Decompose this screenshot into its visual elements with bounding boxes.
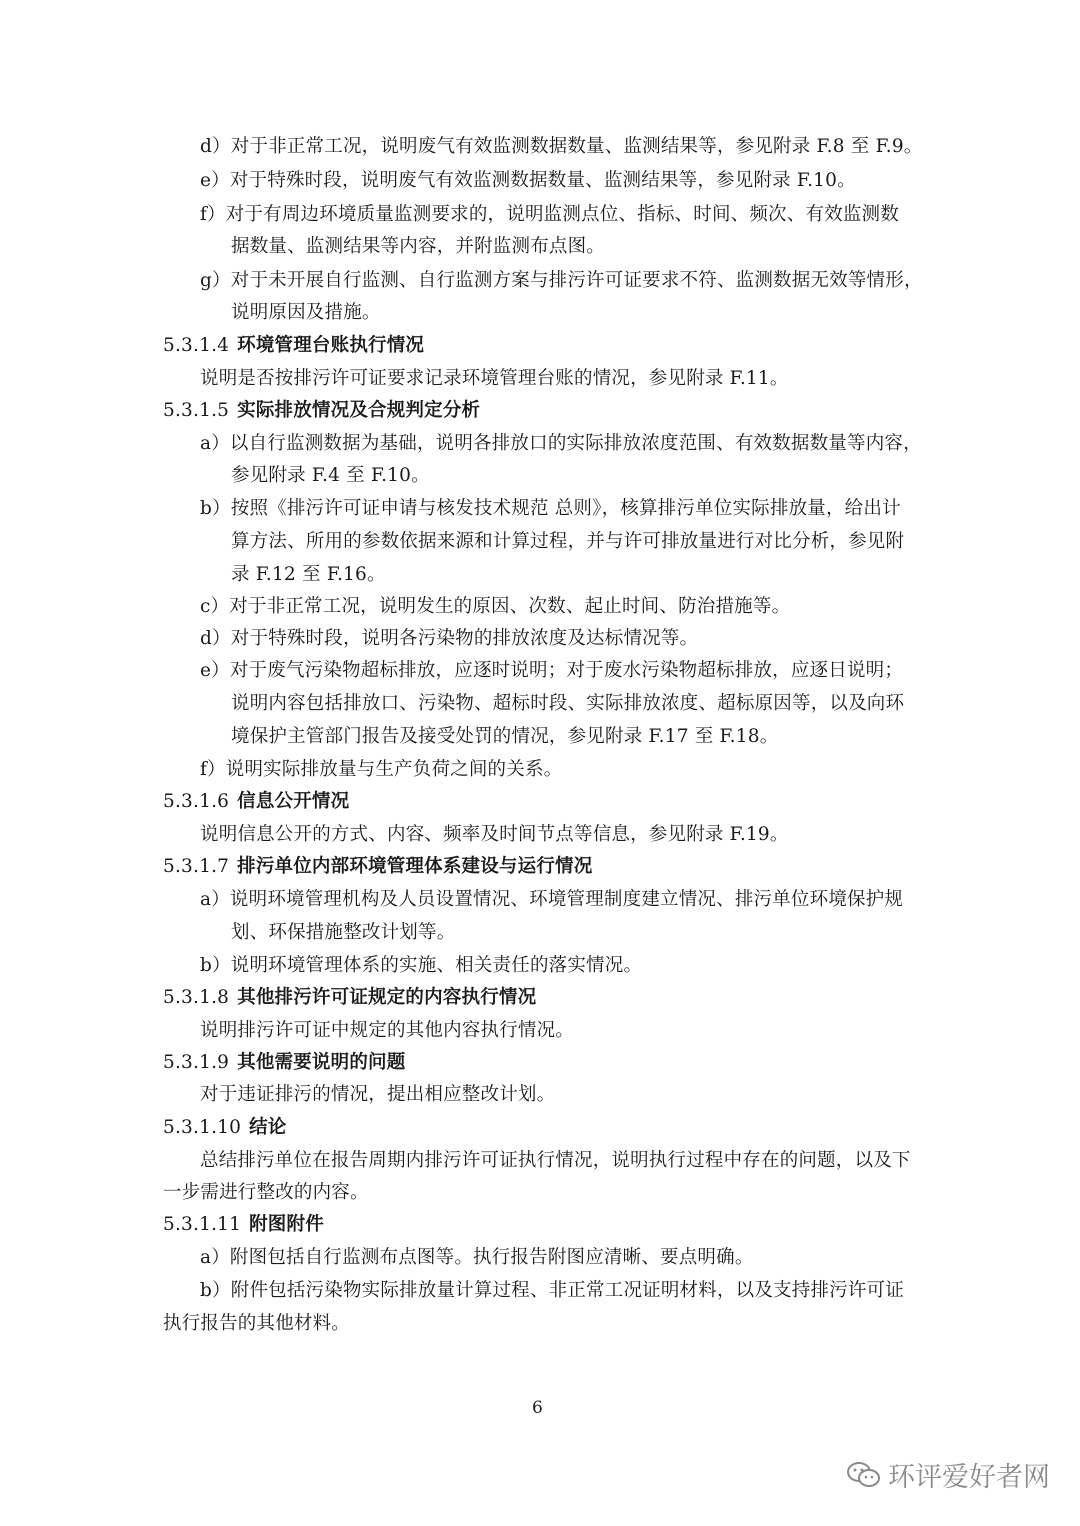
text-line: a）附图包括自行监测布点图等。执行报告附图应清晰、要点明确。	[200, 1247, 754, 1268]
text-line: 境保护主管部门报告及接受处罚的情况，参见附录 F.17 至 F.18。	[231, 726, 779, 747]
watermark	[846, 1455, 1050, 1494]
text-line: b）附件包括污染物实际排放量计算过程、非正常工况证明材料，以及支持排污许可证	[200, 1280, 904, 1301]
section-title: 其他排污许可证规定的内容执行情况	[237, 987, 537, 1008]
text-line: 对于违证排污的情况，提出相应整改计划。	[200, 1084, 556, 1105]
text-line: d）对于特殊时段，说明各污染物的排放浓度及达标情况等。	[200, 628, 699, 649]
text-line: a）说明环境管理机构及人员设置情况、环境管理制度建立情况、排污单位环境保护规	[200, 889, 904, 910]
text-line: 参见附录 F.4 至 F.10。	[231, 465, 430, 486]
text-line: 说明原因及措施。	[231, 302, 381, 323]
text-line: 说明是否按排污许可证要求记录环境管理台账的情况，参见附录 F.11。	[200, 368, 789, 389]
section-title: 附图附件	[249, 1214, 324, 1235]
section-title: 实际排放情况及合规判定分析	[237, 400, 481, 421]
text-line: 录 F.12 至 F.16。	[231, 564, 386, 585]
text-line: d）对于非正常工况，说明废气有效监测数据数量、监测结果等，参见附录 F.8 至 F.9。	[200, 136, 923, 157]
section-title: 信息公开情况	[237, 791, 350, 812]
text-line: 一步需进行整改的内容。	[163, 1182, 369, 1203]
text-line: f）对于有周边环境质量监测要求的，说明监测点位、指标、时间、频次、有效监测数	[200, 204, 899, 225]
section-heading	[163, 986, 536, 1010]
text-line: e）对于特殊时段，说明废气有效监测数据数量、监测结果等，参见附录 F.10。	[200, 170, 856, 191]
text-line: 执行报告的其他材料。	[163, 1313, 351, 1334]
section-number: 5.3.1.7	[163, 856, 230, 877]
section-heading	[163, 1051, 405, 1075]
text-line: c）对于非正常工况，说明发生的原因、次数、起止时间、防治措施等。	[200, 596, 791, 617]
section-number: 5.3.1.10	[163, 1117, 242, 1138]
section-number: 5.3.1.9	[163, 1052, 230, 1073]
section-title: 环境管理台账执行情况	[237, 335, 425, 356]
section-number: 5.3.1.4	[163, 335, 230, 356]
text-line: 算方法、所用的参数依据来源和计算过程，并与许可排放量进行对比分析，参见附	[231, 531, 905, 552]
section-number: 5.3.1.11	[163, 1214, 242, 1235]
text-line: f）说明实际排放量与生产负荷之间的关系。	[200, 759, 563, 780]
section-number: 5.3.1.6	[163, 791, 230, 812]
text-line: 划、环保措施整改计划等。	[231, 922, 456, 943]
section-heading	[163, 790, 349, 814]
text-line: 说明内容包括排放口、污染物、超标时段、实际排放浓度、超标原因等，以及向环	[231, 693, 905, 714]
text-line: 说明信息公开的方式、内容、频率及时间节点等信息，参见附录 F.19。	[200, 824, 789, 845]
page-number: 6	[532, 1398, 543, 1418]
section-title: 排污单位内部环境管理体系建设与运行情况	[237, 856, 593, 877]
text-line: g）对于未开展自行监测、自行监测方案与排污许可证要求不符、监测数据无效等情形，	[200, 270, 923, 291]
section-heading	[163, 334, 424, 358]
section-heading	[163, 399, 480, 423]
section-heading	[163, 1213, 324, 1237]
text-line: 据数量、监测结果等内容，并附监测布点图。	[231, 236, 606, 257]
section-heading	[163, 855, 592, 879]
text-line: 总结排污单位在报告周期内排污许可证执行情况，说明执行过程中存在的问题，以及下	[200, 1150, 911, 1171]
wechat-icon	[846, 1460, 882, 1490]
text-line: e）对于废气污染物超标排放，应逐时说明；对于废水污染物超标排放，应逐日说明；	[200, 660, 904, 681]
section-heading	[163, 1116, 287, 1140]
section-number: 5.3.1.8	[163, 987, 230, 1008]
text-line: b）按照《排污许可证申请与核发技术规范 总则》，核算排污单位实际排放量，给出计	[200, 498, 901, 519]
section-number: 5.3.1.5	[163, 400, 230, 421]
text-line: b）说明环境管理体系的实施、相关责任的落实情况。	[200, 955, 643, 976]
text-line: 说明排污许可证中规定的其他内容执行情况。	[200, 1020, 575, 1041]
section-title: 其他需要说明的问题	[237, 1052, 406, 1073]
text-line: a）以自行监测数据为基础，说明各排放口的实际排放浓度范围、有效数据数量等内容，	[200, 433, 922, 454]
section-title: 结论	[249, 1117, 287, 1138]
watermark-text: 环评爱好者网	[888, 1462, 1050, 1493]
